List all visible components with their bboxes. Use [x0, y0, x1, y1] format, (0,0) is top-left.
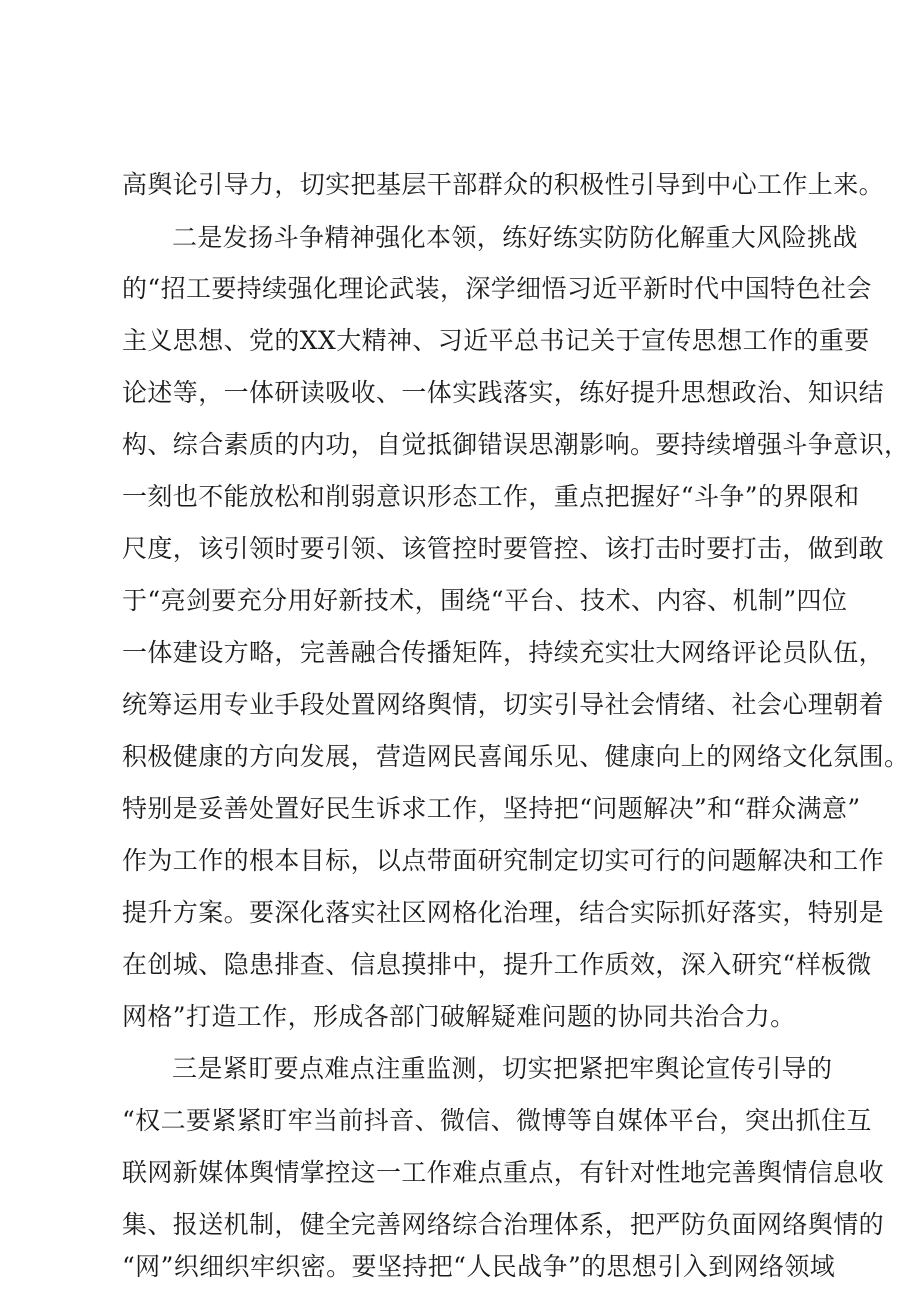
text-line: 高舆论引导力，切实把基层干部群众的积极性引导到中心工作上来。 — [122, 170, 885, 199]
text-line: 一刻也不能放松和削弱意识形态工作，重点把握好“斗争”的界限和 — [122, 482, 860, 511]
text-line: 尺度，该引领时要引领、该管控时要管控、该打击时要打击，做到敢 — [122, 534, 885, 563]
text-line: 积极健康的方向发展，营造网民喜闻乐见、健康向上的网络文化氛围。 — [122, 742, 910, 771]
text-line: 在创城、隐患排查、信息摸排中，提升工作质效，深入研究“样板微 — [122, 950, 872, 979]
text-line: 作为工作的根本目标，以点带面研究制定切实可行的问题解决和工作 — [122, 846, 885, 875]
text-line: 统筹运用专业手段处置网络舆情，切实引导社会情绪、社会心理朝着 — [122, 690, 885, 719]
text-line: 一体建设方略，完善融合传播矩阵，持续充实壮大网络评论员队伍， — [122, 638, 885, 667]
paragraph-start-line: 三是紧盯要点难点注重监测，切实把紧把牢舆论宣传引导的 — [172, 1054, 833, 1083]
text-line: 构、综合素质的内功，自觉抵御错误思潮影响。要持续增强斗争意识， — [122, 430, 910, 459]
text-line: “权二要紧紧盯牢当前抖音、微信、微博等自媒体平台，突出抓住互 — [122, 1106, 872, 1135]
paragraph-start-line: 二是发扬斗争精神强化本领，练好练实防防化解重大风险挑战 — [172, 223, 858, 252]
text-line: 提升方案。要深化落实社区网格化治理，结合实际抓好落实，特别是 — [122, 898, 885, 927]
text-line: “网”织细织牢织密。要坚持把“人民战争”的思想引入到网络领域 — [122, 1252, 836, 1281]
text-line: 联网新媒体舆情掌控这一工作难点重点，有针对性地完善舆情信息收 — [122, 1158, 885, 1187]
text-line: 集、报送机制，健全完善网络综合治理体系，把严防负面网络舆情的 — [122, 1210, 885, 1239]
text-line: 主义思想、党的XX大精神、习近平总书记关于宣传思想工作的重要 — [122, 326, 870, 355]
text-line: 论述等，一体研读吸收、一体实践落实，练好提升思想政治、知识结 — [122, 378, 885, 407]
text-line: 的“招工要持续强化理论武装，深学细悟习近平新时代中国特色社会 — [122, 274, 872, 303]
text-line: 网格”打造工作，形成各部门破解疑难问题的协同共治合力。 — [122, 1002, 796, 1031]
text-line: 于“亮剑要充分用好新技术，围绕“平台、技术、内容、机制”四位 — [122, 586, 848, 615]
text-line: 特别是妥善处置好民生诉求工作，坚持把“问题解决”和“群众满意” — [122, 794, 861, 823]
